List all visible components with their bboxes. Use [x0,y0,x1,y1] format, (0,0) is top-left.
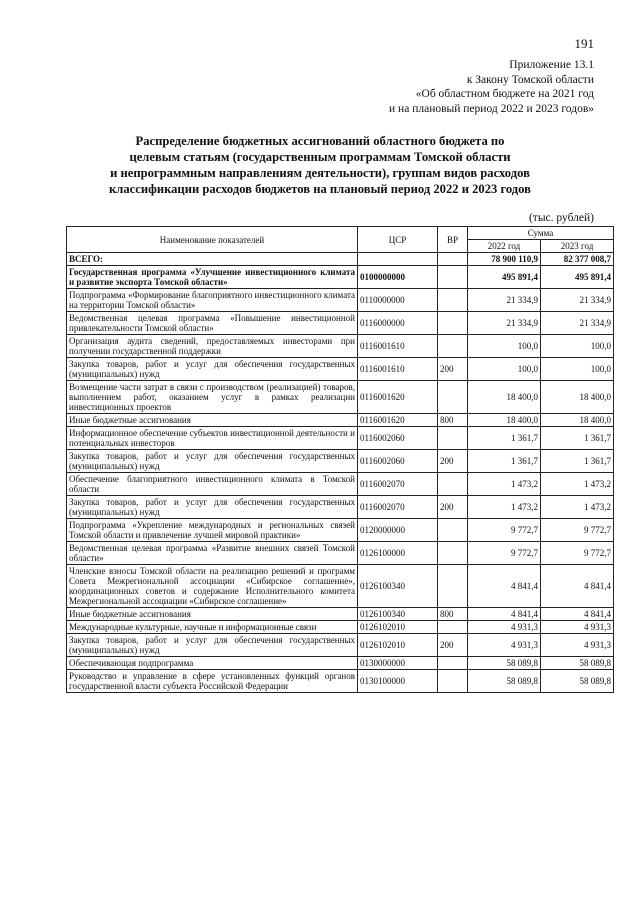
row-2022: 1 473,2 [468,473,541,496]
header-name: Наименование показателей [67,227,358,253]
row-vr [438,519,468,542]
header-year-2022: 2022 год [468,240,541,253]
row-vr: 200 [438,496,468,519]
row-csr: 0116002060 [358,427,438,450]
row-vr: 200 [438,358,468,381]
row-2023: 18 400,0 [541,414,614,427]
row-2023: 21 334,9 [541,312,614,335]
row-csr: 0100000000 [358,266,438,289]
row-2023: 18 400,0 [541,381,614,414]
row-2022: 18 400,0 [468,381,541,414]
total-2022: 78 900 110,9 [468,253,541,266]
row-csr: 0116002060 [358,450,438,473]
row-csr: 0120000000 [358,519,438,542]
row-vr [438,289,468,312]
row-2022: 4 841,4 [468,565,541,608]
row-name: Ведомственная целевая программа «Повышение инвестиционной привлекательности Томской области» [67,312,358,335]
row-name: Закупка товаров, работ и услуг для обеспечения государственных (муниципальных) нужд [67,450,358,473]
header-csr: ЦСР [358,227,438,253]
appendix-header [389,58,594,116]
row-csr: 0116001610 [358,358,438,381]
table-row [67,473,614,496]
row-2022: 58 089,8 [468,657,541,670]
row-2023: 9 772,7 [541,519,614,542]
row-2023: 58 089,8 [541,657,614,670]
units-label: (тыс. рублей) [528,212,594,224]
row-2023: 1 473,2 [541,496,614,519]
row-vr [438,381,468,414]
row-2023: 21 334,9 [541,289,614,312]
row-2022: 4 841,4 [468,608,541,621]
row-name: Международные культурные, научные и информационные связи [67,621,358,634]
table-row [67,496,614,519]
row-csr: 0126100000 [358,542,438,565]
row-2023: 1 473,2 [541,473,614,496]
row-name: Информационное обеспечение субъектов инвестиционной деятельности и потенциальных инвесторов [67,427,358,450]
row-2023: 4 931,3 [541,634,614,657]
table-row [67,670,614,693]
row-2023: 495 891,4 [541,266,614,289]
title-line-3: и непрограммным направлениям деятельности), группам видов расходов [110,166,530,180]
page-number: 191 [574,36,594,51]
table-row [67,381,614,414]
header-sum: Сумма [468,227,614,240]
table-header-row [67,227,614,240]
row-name: Государственная программа «Улучшение инвестиционного климата и развитие экспорта Томской области» [67,266,358,289]
row-vr [438,266,468,289]
row-name: Иные бюджетные ассигнования [67,414,358,427]
row-name: Организация аудита сведений, предоставляемых инвесторами при получении государственной поддержки [67,335,358,358]
row-csr: 0126102010 [358,621,438,634]
row-name: Обеспечивающая подпрограмма [67,657,358,670]
table-row [67,542,614,565]
row-csr: 0130000000 [358,657,438,670]
total-row [67,253,614,266]
row-vr [438,621,468,634]
row-name: Закупка товаров, работ и услуг для обеспечения государственных (муниципальных) нужд [67,496,358,519]
title-line-4: классификации расходов бюджетов на плановый период 2022 и 2023 годов [109,182,531,196]
row-vr: 800 [438,608,468,621]
row-vr [438,657,468,670]
row-vr [438,670,468,693]
row-name: Руководство и управление в сфере установленных функций органов государственной власти субъекта Российской Федерации [67,670,358,693]
row-2022: 9 772,7 [468,519,541,542]
row-vr [438,312,468,335]
table-row [67,634,614,657]
header-vr: ВР [438,227,468,253]
row-2022: 18 400,0 [468,414,541,427]
table-row [67,266,614,289]
row-csr: 0116001620 [358,381,438,414]
header-year-2023: 2023 год [541,240,614,253]
row-2022: 21 334,9 [468,312,541,335]
row-name: Членские взносы Томской области на реализацию решений и программ Совета Межрегиональной ассоциации «Сибирское соглашение», координационных советов и содержание Исполнительного комитета Межрегиональной ассоциации «Сибирское соглашение» [67,565,358,608]
row-vr: 800 [438,414,468,427]
row-2022: 100,0 [468,358,541,381]
row-csr: 0110000000 [358,289,438,312]
row-name: Подпрограмма «Укрепление международных и региональных связей Томской области и привлечение лучшей мировой практики» [67,519,358,542]
row-csr: 0116001610 [358,335,438,358]
table-row [67,427,614,450]
row-2023: 4 841,4 [541,608,614,621]
row-csr: 0126102010 [358,634,438,657]
row-2022: 21 334,9 [468,289,541,312]
table-row [67,608,614,621]
row-name: Закупка товаров, работ и услуг для обеспечения государственных (муниципальных) нужд [67,634,358,657]
row-name: Ведомственная целевая программа «Развитие внешних связей Томской области» [67,542,358,565]
total-vr [438,253,468,266]
table-row [67,450,614,473]
row-2022: 9 772,7 [468,542,541,565]
total-label: ВСЕГО: [67,253,358,266]
row-csr: 0126100340 [358,565,438,608]
total-csr [358,253,438,266]
row-2022: 1 361,7 [468,427,541,450]
table-row [67,289,614,312]
budget-table [66,226,614,693]
row-2022: 100,0 [468,335,541,358]
row-csr: 0116002070 [358,496,438,519]
row-csr: 0126100340 [358,608,438,621]
table-row [67,519,614,542]
row-vr [438,473,468,496]
row-name: Закупка товаров, работ и услуг для обеспечения государственных (муниципальных) нужд [67,358,358,381]
row-2022: 1 473,2 [468,496,541,519]
table-row [67,335,614,358]
appendix-line-4: и на плановый период 2022 и 2023 годов» [389,102,594,115]
row-name: Иные бюджетные ассигнования [67,608,358,621]
total-2023: 82 377 008,7 [541,253,614,266]
table-row [67,312,614,335]
row-2023: 9 772,7 [541,542,614,565]
title-line-1: Распределение бюджетных ассигнований областного бюджета по [135,134,505,148]
row-2022: 58 089,8 [468,670,541,693]
table-row [67,414,614,427]
row-vr [438,565,468,608]
document-title [50,133,590,197]
row-2022: 4 931,3 [468,634,541,657]
row-name: Подпрограмма «Формирование благоприятного инвестиционного климата на территории Томской области» [67,289,358,312]
row-vr [438,427,468,450]
table-row [67,621,614,634]
appendix-line-1: Приложение 13.1 [509,59,594,71]
appendix-line-2: к Закону Томской области [466,73,594,86]
row-csr: 0116001620 [358,414,438,427]
row-vr [438,542,468,565]
row-csr: 0116000000 [358,312,438,335]
row-name: Обеспечение благоприятного инвестиционного климата в Томской области [67,473,358,496]
row-vr: 200 [438,634,468,657]
row-vr [438,335,468,358]
appendix-line-3: «Об областном бюджете на 2021 год [415,88,594,100]
title-line-2: целевым статьям (государственным программам Томской области [129,150,511,164]
row-name: Возмещение части затрат в связи с производством (реализацией) товаров, выполнением работ, оказанием услуг в рамках реализации инвестиционных проектов [67,381,358,414]
row-2023: 4 841,4 [541,565,614,608]
row-2022: 495 891,4 [468,266,541,289]
table-row [67,358,614,381]
row-2022: 4 931,3 [468,621,541,634]
row-vr: 200 [438,450,468,473]
row-2023: 1 361,7 [541,450,614,473]
row-csr: 0130100000 [358,670,438,693]
row-2023: 100,0 [541,335,614,358]
row-2022: 1 361,7 [468,450,541,473]
table-row [67,565,614,608]
table-row [67,657,614,670]
row-csr: 0116002070 [358,473,438,496]
row-2023: 1 361,7 [541,427,614,450]
row-2023: 58 089,8 [541,670,614,693]
row-2023: 4 931,3 [541,621,614,634]
row-2023: 100,0 [541,358,614,381]
